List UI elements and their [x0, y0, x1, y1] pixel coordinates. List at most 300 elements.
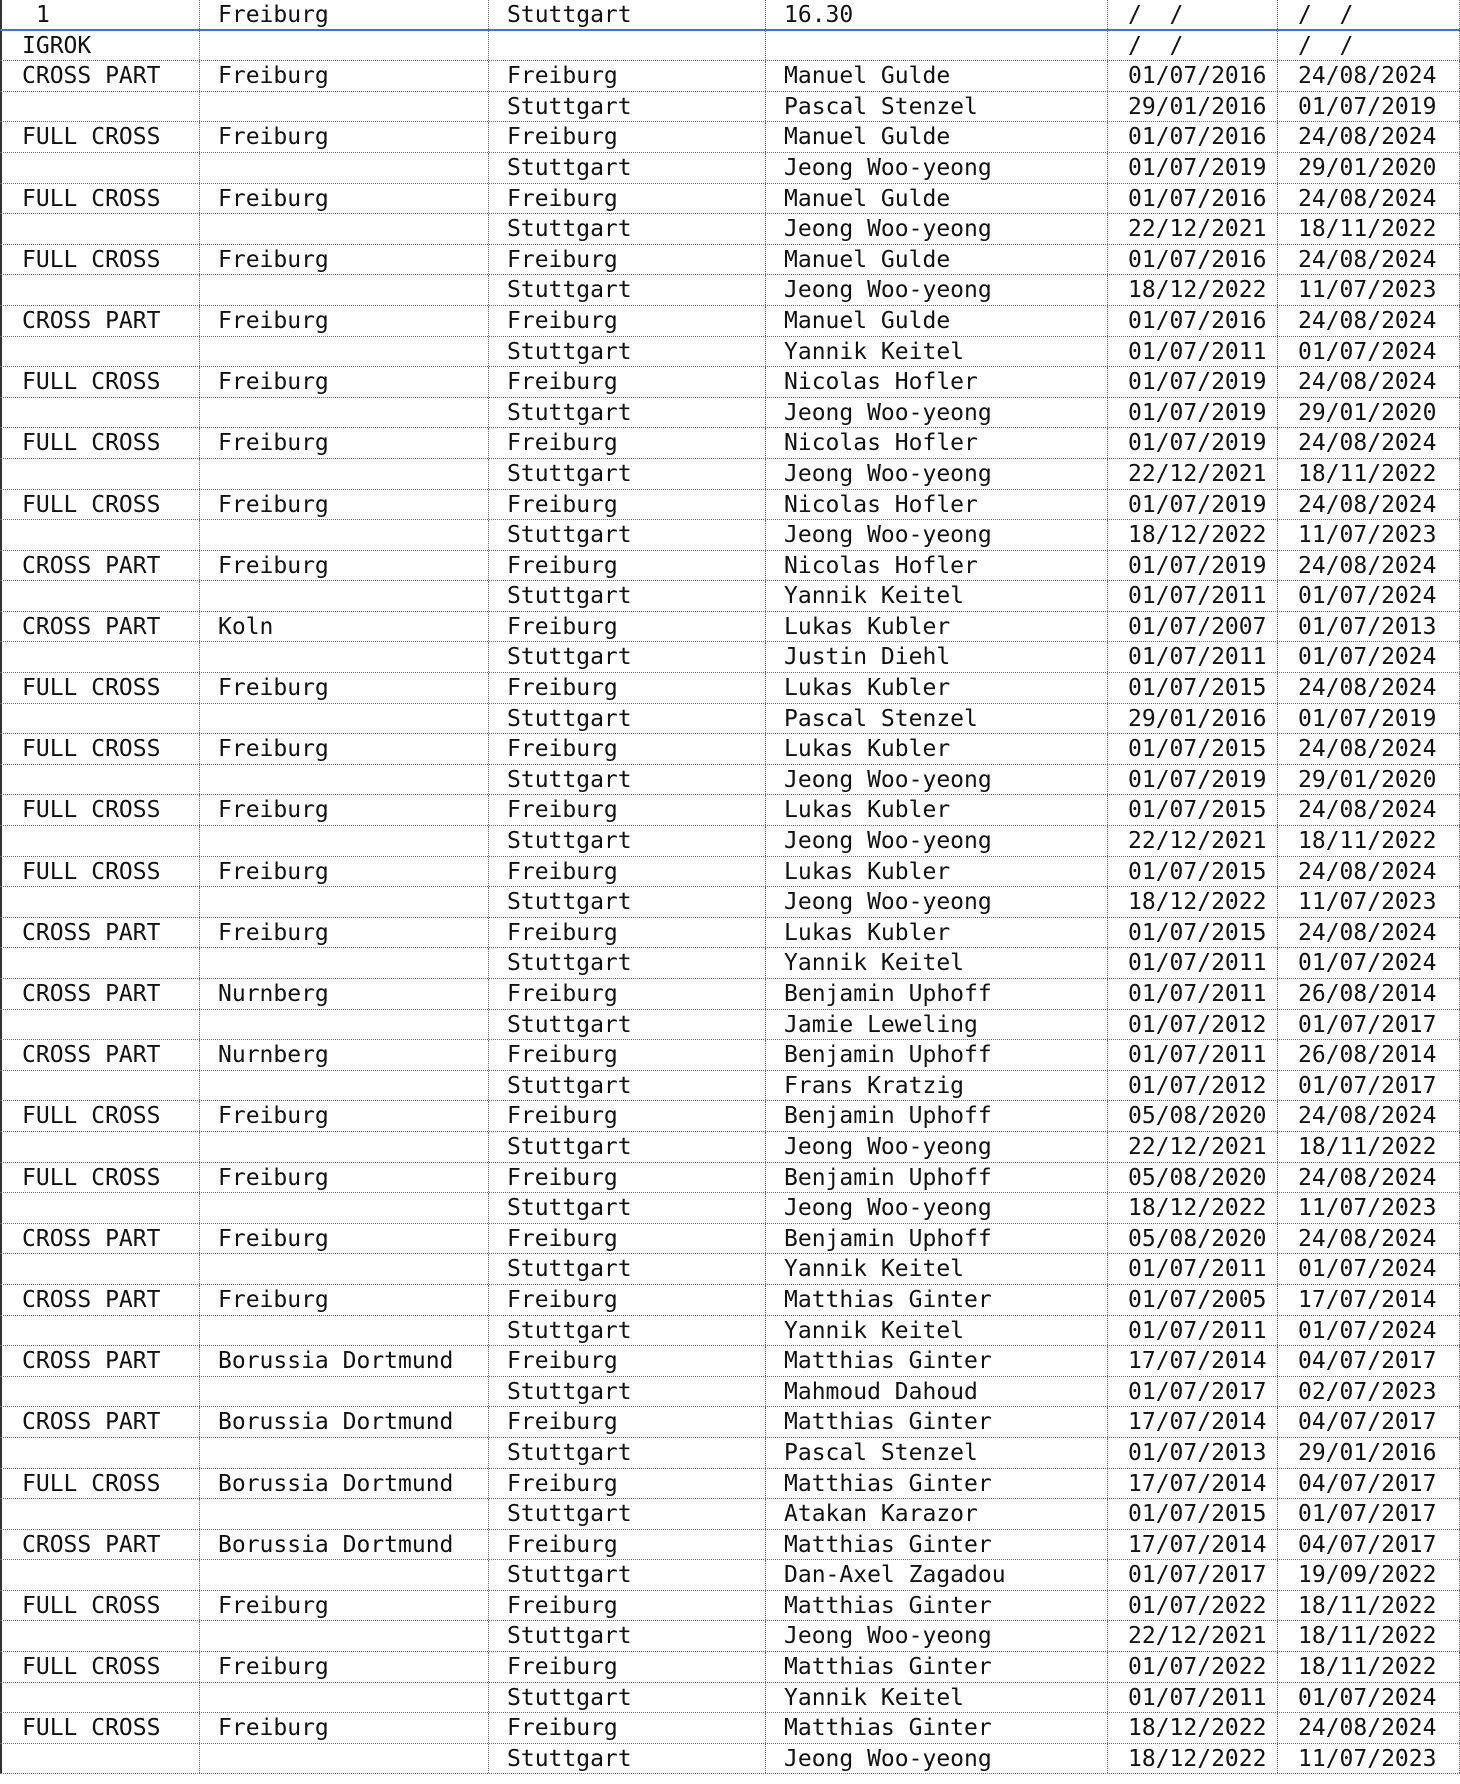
player-cell[interactable]: Matthias Ginter: [766, 1591, 1108, 1621]
start-date-cell[interactable]: 22/12/2021: [1108, 1621, 1278, 1651]
team-cell[interactable]: Freiburg: [489, 1040, 766, 1070]
team-cell[interactable]: Freiburg: [489, 1530, 766, 1560]
end-date-cell[interactable]: 18/11/2022: [1278, 826, 1460, 856]
end-date-cell[interactable]: 24/08/2024: [1278, 1163, 1460, 1193]
player-cell[interactable]: Nicolas Hofler: [766, 551, 1108, 581]
end-date-cell[interactable]: 24/08/2024: [1278, 61, 1460, 91]
club-cell[interactable]: Borussia Dortmund: [200, 1469, 489, 1499]
type-cell[interactable]: FULL CROSS: [0, 1469, 200, 1499]
club-cell[interactable]: Freiburg: [200, 1652, 489, 1682]
team-cell[interactable]: Stuttgart: [489, 153, 766, 183]
club-cell[interactable]: [200, 1621, 489, 1651]
end-date-cell[interactable]: 18/11/2022: [1278, 459, 1460, 489]
type-cell[interactable]: [0, 704, 200, 734]
club-cell[interactable]: [200, 887, 489, 917]
type-cell[interactable]: FULL CROSS: [0, 795, 200, 825]
table-row[interactable]: [0, 1346, 1460, 1377]
end-date-cell[interactable]: 18/11/2022: [1278, 214, 1460, 244]
start-date-cell[interactable]: 01/07/2011: [1108, 1254, 1278, 1284]
player-cell[interactable]: Manuel Gulde: [766, 306, 1108, 336]
type-cell[interactable]: [0, 1438, 200, 1468]
club-cell[interactable]: [200, 1744, 489, 1774]
end-date-cell[interactable]: 26/08/2014: [1278, 1040, 1460, 1070]
end-date-cell[interactable]: 01/07/2024: [1278, 642, 1460, 672]
table-row[interactable]: [0, 520, 1460, 551]
start-date-cell[interactable]: 29/01/2016: [1108, 704, 1278, 734]
club-cell[interactable]: Freiburg: [200, 61, 489, 91]
end-date-cell[interactable]: 24/08/2024: [1278, 490, 1460, 520]
end-date-cell[interactable]: 29/01/2020: [1278, 765, 1460, 795]
player-cell[interactable]: Jamie Leweling: [766, 1010, 1108, 1040]
team-cell[interactable]: Freiburg: [489, 367, 766, 397]
club-cell[interactable]: [200, 1438, 489, 1468]
team-cell[interactable]: Stuttgart: [489, 337, 766, 367]
player-cell[interactable]: Matthias Ginter: [766, 1346, 1108, 1376]
start-date-cell[interactable]: 01/07/2013: [1108, 1438, 1278, 1468]
club-cell[interactable]: [200, 459, 489, 489]
team-cell[interactable]: Stuttgart: [489, 520, 766, 550]
end-date-cell[interactable]: 01/07/2013: [1278, 612, 1460, 642]
club-cell[interactable]: Freiburg: [200, 918, 489, 948]
type-cell[interactable]: [0, 214, 200, 244]
club-cell[interactable]: Freiburg: [200, 551, 489, 581]
team-cell[interactable]: Freiburg: [489, 306, 766, 336]
club-cell[interactable]: [200, 1193, 489, 1223]
club-cell[interactable]: Borussia Dortmund: [200, 1407, 489, 1437]
type-cell[interactable]: [0, 1010, 200, 1040]
end-date-cell[interactable]: 24/08/2024: [1278, 1224, 1460, 1254]
type-cell[interactable]: [0, 153, 200, 183]
club-cell[interactable]: [200, 520, 489, 550]
start-date-cell[interactable]: 18/12/2022: [1108, 1193, 1278, 1223]
club-cell[interactable]: Borussia Dortmund: [200, 1346, 489, 1376]
end-date-cell[interactable]: 04/07/2017: [1278, 1469, 1460, 1499]
end-date-cell[interactable]: 11/07/2023: [1278, 275, 1460, 305]
player-cell[interactable]: Jeong Woo-yeong: [766, 520, 1108, 550]
player-cell[interactable]: Yannik Keitel: [766, 1316, 1108, 1346]
type-cell[interactable]: FULL CROSS: [0, 367, 200, 397]
club-cell[interactable]: Nurnberg: [200, 1040, 489, 1070]
team-cell[interactable]: Stuttgart: [489, 642, 766, 672]
player-cell[interactable]: Frans Kratzig: [766, 1071, 1108, 1101]
start-date-cell[interactable]: 01/07/2016: [1108, 245, 1278, 275]
start-date-cell[interactable]: 01/07/2005: [1108, 1285, 1278, 1315]
end-date-cell[interactable]: 11/07/2023: [1278, 1193, 1460, 1223]
team-cell[interactable]: Stuttgart: [489, 826, 766, 856]
type-cell[interactable]: FULL CROSS: [0, 673, 200, 703]
query-cell-2[interactable]: Freiburg: [200, 0, 489, 29]
team-cell[interactable]: Stuttgart: [489, 1438, 766, 1468]
start-date-cell[interactable]: 17/07/2014: [1108, 1346, 1278, 1376]
club-cell[interactable]: Freiburg: [200, 367, 489, 397]
table-row[interactable]: [0, 918, 1460, 949]
table-row[interactable]: [0, 765, 1460, 796]
player-cell[interactable]: Yannik Keitel: [766, 1683, 1108, 1713]
start-date-cell[interactable]: 01/07/2016: [1108, 184, 1278, 214]
team-cell[interactable]: Freiburg: [489, 551, 766, 581]
team-cell[interactable]: Freiburg: [489, 61, 766, 91]
player-cell[interactable]: [766, 31, 1108, 61]
table-row[interactable]: [0, 826, 1460, 857]
player-cell[interactable]: Jeong Woo-yeong: [766, 1193, 1108, 1223]
type-cell[interactable]: FULL CROSS: [0, 245, 200, 275]
table-row[interactable]: [0, 184, 1460, 215]
player-cell[interactable]: Pascal Stenzel: [766, 704, 1108, 734]
end-date-cell[interactable]: 11/07/2023: [1278, 520, 1460, 550]
type-cell[interactable]: [0, 1132, 200, 1162]
player-cell[interactable]: Lukas Kubler: [766, 795, 1108, 825]
end-date-cell[interactable]: 17/07/2014: [1278, 1285, 1460, 1315]
table-row[interactable]: [0, 1438, 1460, 1469]
type-cell[interactable]: [0, 459, 200, 489]
team-cell[interactable]: Stuttgart: [489, 1621, 766, 1651]
start-date-cell[interactable]: 01/07/2019: [1108, 490, 1278, 520]
player-cell[interactable]: Lukas Kubler: [766, 857, 1108, 887]
type-cell[interactable]: [0, 520, 200, 550]
start-date-cell[interactable]: 05/08/2020: [1108, 1101, 1278, 1131]
team-cell[interactable]: Freiburg: [489, 734, 766, 764]
club-cell[interactable]: [200, 31, 489, 61]
team-cell[interactable]: Stuttgart: [489, 1254, 766, 1284]
end-date-cell[interactable]: 24/08/2024: [1278, 673, 1460, 703]
team-cell[interactable]: Stuttgart: [489, 398, 766, 428]
type-cell[interactable]: [0, 948, 200, 978]
table-row[interactable]: [0, 1652, 1460, 1683]
table-row[interactable]: [0, 92, 1460, 123]
team-cell[interactable]: Stuttgart: [489, 1744, 766, 1774]
club-cell[interactable]: [200, 581, 489, 611]
end-date-cell[interactable]: / /: [1278, 31, 1460, 61]
start-date-cell[interactable]: 01/07/2019: [1108, 398, 1278, 428]
table-row[interactable]: [0, 1744, 1460, 1775]
table-row[interactable]: [0, 153, 1460, 184]
table-row[interactable]: [0, 1040, 1460, 1071]
player-cell[interactable]: Lukas Kubler: [766, 612, 1108, 642]
club-cell[interactable]: [200, 704, 489, 734]
start-date-cell[interactable]: 01/07/2015: [1108, 918, 1278, 948]
table-row[interactable]: [0, 1713, 1460, 1744]
start-date-cell[interactable]: 17/07/2014: [1108, 1407, 1278, 1437]
player-cell[interactable]: Dan-Axel Zagadou: [766, 1560, 1108, 1590]
team-cell[interactable]: Freiburg: [489, 1224, 766, 1254]
player-cell[interactable]: Benjamin Uphoff: [766, 979, 1108, 1009]
player-cell[interactable]: Manuel Gulde: [766, 122, 1108, 152]
player-cell[interactable]: Benjamin Uphoff: [766, 1040, 1108, 1070]
start-date-cell[interactable]: 01/07/2011: [1108, 1040, 1278, 1070]
type-cell[interactable]: [0, 92, 200, 122]
start-date-cell[interactable]: 01/07/2011: [1108, 337, 1278, 367]
club-cell[interactable]: Freiburg: [200, 1163, 489, 1193]
end-date-cell[interactable]: 26/08/2014: [1278, 979, 1460, 1009]
start-date-cell[interactable]: 18/12/2022: [1108, 887, 1278, 917]
query-cell-5[interactable]: / /: [1108, 0, 1278, 29]
player-cell[interactable]: Benjamin Uphoff: [766, 1224, 1108, 1254]
start-date-cell[interactable]: 01/07/2011: [1108, 948, 1278, 978]
table-row[interactable]: [0, 642, 1460, 673]
table-row[interactable]: [0, 581, 1460, 612]
team-cell[interactable]: Stuttgart: [489, 92, 766, 122]
club-cell[interactable]: Freiburg: [200, 184, 489, 214]
end-date-cell[interactable]: 24/08/2024: [1278, 122, 1460, 152]
start-date-cell[interactable]: 17/07/2014: [1108, 1469, 1278, 1499]
player-cell[interactable]: Jeong Woo-yeong: [766, 887, 1108, 917]
query-cell-4[interactable]: 16.30: [766, 0, 1108, 29]
team-cell[interactable]: Freiburg: [489, 612, 766, 642]
end-date-cell[interactable]: 24/08/2024: [1278, 551, 1460, 581]
player-cell[interactable]: Yannik Keitel: [766, 948, 1108, 978]
table-row[interactable]: [0, 1377, 1460, 1408]
end-date-cell[interactable]: 24/08/2024: [1278, 184, 1460, 214]
type-cell[interactable]: [0, 1193, 200, 1223]
table-row[interactable]: [0, 948, 1460, 979]
type-cell[interactable]: CROSS PART: [0, 1407, 200, 1437]
start-date-cell[interactable]: 01/07/2016: [1108, 61, 1278, 91]
type-cell[interactable]: FULL CROSS: [0, 1163, 200, 1193]
club-cell[interactable]: Freiburg: [200, 1285, 489, 1315]
end-date-cell[interactable]: 01/07/2024: [1278, 581, 1460, 611]
team-cell[interactable]: Stuttgart: [489, 275, 766, 305]
club-cell[interactable]: [200, 826, 489, 856]
club-cell[interactable]: [200, 1010, 489, 1040]
club-cell[interactable]: [200, 1499, 489, 1529]
start-date-cell[interactable]: 01/07/2017: [1108, 1560, 1278, 1590]
team-cell[interactable]: Freiburg: [489, 857, 766, 887]
start-date-cell[interactable]: 17/07/2014: [1108, 1530, 1278, 1560]
player-cell[interactable]: Yannik Keitel: [766, 337, 1108, 367]
table-row[interactable]: [0, 612, 1460, 643]
team-cell[interactable]: Freiburg: [489, 1407, 766, 1437]
end-date-cell[interactable]: 19/09/2022: [1278, 1560, 1460, 1590]
type-cell[interactable]: FULL CROSS: [0, 490, 200, 520]
table-row[interactable]: [0, 337, 1460, 368]
query-cell-6[interactable]: / /: [1278, 0, 1460, 29]
end-date-cell[interactable]: 01/07/2017: [1278, 1010, 1460, 1040]
start-date-cell[interactable]: 01/07/2015: [1108, 673, 1278, 703]
player-cell[interactable]: Yannik Keitel: [766, 581, 1108, 611]
player-cell[interactable]: Manuel Gulde: [766, 245, 1108, 275]
player-cell[interactable]: Justin Diehl: [766, 642, 1108, 672]
type-cell[interactable]: [0, 1377, 200, 1407]
type-cell[interactable]: CROSS PART: [0, 1224, 200, 1254]
type-cell[interactable]: FULL CROSS: [0, 184, 200, 214]
type-cell[interactable]: [0, 887, 200, 917]
table-row[interactable]: [0, 1010, 1460, 1041]
player-cell[interactable]: Jeong Woo-yeong: [766, 398, 1108, 428]
player-cell[interactable]: Jeong Woo-yeong: [766, 459, 1108, 489]
player-cell[interactable]: Lukas Kubler: [766, 673, 1108, 703]
start-date-cell[interactable]: 22/12/2021: [1108, 826, 1278, 856]
club-cell[interactable]: [200, 1377, 489, 1407]
start-date-cell[interactable]: 29/01/2016: [1108, 92, 1278, 122]
end-date-cell[interactable]: 04/07/2017: [1278, 1346, 1460, 1376]
start-date-cell[interactable]: 01/07/2019: [1108, 428, 1278, 458]
end-date-cell[interactable]: 24/08/2024: [1278, 245, 1460, 275]
team-cell[interactable]: Stuttgart: [489, 1071, 766, 1101]
club-cell[interactable]: [200, 1683, 489, 1713]
table-row[interactable]: [0, 398, 1460, 429]
player-cell[interactable]: Pascal Stenzel: [766, 1438, 1108, 1468]
player-cell[interactable]: Nicolas Hofler: [766, 367, 1108, 397]
type-cell[interactable]: CROSS PART: [0, 61, 200, 91]
club-cell[interactable]: Freiburg: [200, 1591, 489, 1621]
end-date-cell[interactable]: 24/08/2024: [1278, 367, 1460, 397]
table-row[interactable]: [0, 1224, 1460, 1255]
end-date-cell[interactable]: 24/08/2024: [1278, 734, 1460, 764]
player-cell[interactable]: Jeong Woo-yeong: [766, 1744, 1108, 1774]
end-date-cell[interactable]: 11/07/2023: [1278, 887, 1460, 917]
end-date-cell[interactable]: 24/08/2024: [1278, 428, 1460, 458]
type-cell[interactable]: [0, 1499, 200, 1529]
table-row[interactable]: [0, 306, 1460, 337]
player-cell[interactable]: Yannik Keitel: [766, 1254, 1108, 1284]
start-date-cell[interactable]: 01/07/2022: [1108, 1652, 1278, 1682]
end-date-cell[interactable]: 29/01/2020: [1278, 153, 1460, 183]
table-row[interactable]: [0, 795, 1460, 826]
start-date-cell[interactable]: / /: [1108, 31, 1278, 61]
team-cell[interactable]: Freiburg: [489, 1101, 766, 1131]
table-row[interactable]: [0, 857, 1460, 888]
table-row[interactable]: [0, 122, 1460, 153]
player-cell[interactable]: Pascal Stenzel: [766, 92, 1108, 122]
start-date-cell[interactable]: 01/07/2012: [1108, 1010, 1278, 1040]
table-row[interactable]: [0, 275, 1460, 306]
club-cell[interactable]: Freiburg: [200, 795, 489, 825]
table-row[interactable]: [0, 1254, 1460, 1285]
player-cell[interactable]: Benjamin Uphoff: [766, 1101, 1108, 1131]
club-cell[interactable]: [200, 398, 489, 428]
team-cell[interactable]: Stuttgart: [489, 1377, 766, 1407]
club-cell[interactable]: [200, 214, 489, 244]
type-cell[interactable]: FULL CROSS: [0, 428, 200, 458]
team-cell[interactable]: Stuttgart: [489, 214, 766, 244]
club-cell[interactable]: [200, 1316, 489, 1346]
start-date-cell[interactable]: 01/07/2015: [1108, 795, 1278, 825]
club-cell[interactable]: [200, 337, 489, 367]
end-date-cell[interactable]: 24/08/2024: [1278, 1101, 1460, 1131]
player-cell[interactable]: Matthias Ginter: [766, 1285, 1108, 1315]
club-cell[interactable]: [200, 765, 489, 795]
table-row[interactable]: [0, 734, 1460, 765]
team-cell[interactable]: Freiburg: [489, 490, 766, 520]
start-date-cell[interactable]: 05/08/2020: [1108, 1163, 1278, 1193]
player-cell[interactable]: Lukas Kubler: [766, 734, 1108, 764]
table-row[interactable]: [0, 214, 1460, 245]
start-date-cell[interactable]: 22/12/2021: [1108, 459, 1278, 489]
team-cell[interactable]: Stuttgart: [489, 948, 766, 978]
type-cell[interactable]: [0, 1071, 200, 1101]
type-cell[interactable]: FULL CROSS: [0, 1652, 200, 1682]
club-cell[interactable]: Freiburg: [200, 122, 489, 152]
start-date-cell[interactable]: 01/07/2011: [1108, 642, 1278, 672]
club-cell[interactable]: [200, 642, 489, 672]
team-cell[interactable]: Freiburg: [489, 122, 766, 152]
player-cell[interactable]: Jeong Woo-yeong: [766, 214, 1108, 244]
club-cell[interactable]: Freiburg: [200, 306, 489, 336]
team-cell[interactable]: Stuttgart: [489, 1132, 766, 1162]
type-cell[interactable]: [0, 1560, 200, 1590]
start-date-cell[interactable]: 01/07/2019: [1108, 551, 1278, 581]
type-cell[interactable]: [0, 1683, 200, 1713]
team-cell[interactable]: Freiburg: [489, 1469, 766, 1499]
end-date-cell[interactable]: 11/07/2023: [1278, 1744, 1460, 1774]
team-cell[interactable]: Stuttgart: [489, 1560, 766, 1590]
end-date-cell[interactable]: 29/01/2016: [1278, 1438, 1460, 1468]
end-date-cell[interactable]: 29/01/2020: [1278, 398, 1460, 428]
start-date-cell[interactable]: 05/08/2020: [1108, 1224, 1278, 1254]
start-date-cell[interactable]: 01/07/2007: [1108, 612, 1278, 642]
type-cell[interactable]: [0, 1254, 200, 1284]
team-cell[interactable]: Freiburg: [489, 428, 766, 458]
table-row[interactable]: [0, 367, 1460, 398]
club-cell[interactable]: [200, 92, 489, 122]
table-row[interactable]: [0, 1285, 1460, 1316]
team-cell[interactable]: Freiburg: [489, 1285, 766, 1315]
table-row[interactable]: [0, 245, 1460, 276]
end-date-cell[interactable]: 18/11/2022: [1278, 1621, 1460, 1651]
team-cell[interactable]: Stuttgart: [489, 1316, 766, 1346]
table-row[interactable]: [0, 1499, 1460, 1530]
player-cell[interactable]: Atakan Karazor: [766, 1499, 1108, 1529]
type-cell[interactable]: CROSS PART: [0, 612, 200, 642]
club-cell[interactable]: Freiburg: [200, 490, 489, 520]
club-cell[interactable]: [200, 153, 489, 183]
table-row[interactable]: [0, 551, 1460, 582]
table-row[interactable]: [0, 1591, 1460, 1622]
player-cell[interactable]: Manuel Gulde: [766, 61, 1108, 91]
end-date-cell[interactable]: 01/07/2019: [1278, 92, 1460, 122]
type-cell[interactable]: [0, 826, 200, 856]
player-cell[interactable]: Matthias Ginter: [766, 1530, 1108, 1560]
table-row[interactable]: [0, 887, 1460, 918]
type-cell[interactable]: [0, 1316, 200, 1346]
table-row[interactable]: [0, 61, 1460, 92]
type-cell[interactable]: CROSS PART: [0, 979, 200, 1009]
start-date-cell[interactable]: 01/07/2017: [1108, 1377, 1278, 1407]
table-row[interactable]: [0, 1132, 1460, 1163]
table-row[interactable]: [0, 490, 1460, 521]
table-row[interactable]: [0, 1621, 1460, 1652]
type-cell[interactable]: CROSS PART: [0, 1040, 200, 1070]
start-date-cell[interactable]: 18/12/2022: [1108, 520, 1278, 550]
table-row[interactable]: [0, 704, 1460, 735]
type-cell[interactable]: FULL CROSS: [0, 1591, 200, 1621]
end-date-cell[interactable]: 01/07/2024: [1278, 1683, 1460, 1713]
player-cell[interactable]: Matthias Ginter: [766, 1407, 1108, 1437]
start-date-cell[interactable]: 01/07/2016: [1108, 306, 1278, 336]
club-cell[interactable]: [200, 948, 489, 978]
club-cell[interactable]: [200, 1560, 489, 1590]
club-cell[interactable]: Freiburg: [200, 1101, 489, 1131]
club-cell[interactable]: [200, 275, 489, 305]
start-date-cell[interactable]: 22/12/2021: [1108, 214, 1278, 244]
team-cell[interactable]: Freiburg: [489, 1591, 766, 1621]
start-date-cell[interactable]: 01/07/2011: [1108, 581, 1278, 611]
team-cell[interactable]: [489, 31, 766, 61]
team-cell[interactable]: Freiburg: [489, 918, 766, 948]
player-cell[interactable]: Jeong Woo-yeong: [766, 153, 1108, 183]
club-cell[interactable]: Freiburg: [200, 734, 489, 764]
type-cell[interactable]: [0, 337, 200, 367]
table-row[interactable]: [0, 31, 1460, 62]
club-cell[interactable]: Nurnberg: [200, 979, 489, 1009]
start-date-cell[interactable]: 01/07/2011: [1108, 979, 1278, 1009]
player-cell[interactable]: Matthias Ginter: [766, 1469, 1108, 1499]
type-cell[interactable]: IGROK: [0, 31, 200, 61]
end-date-cell[interactable]: 01/07/2024: [1278, 337, 1460, 367]
type-cell[interactable]: FULL CROSS: [0, 122, 200, 152]
team-cell[interactable]: Stuttgart: [489, 1010, 766, 1040]
end-date-cell[interactable]: 01/07/2024: [1278, 1316, 1460, 1346]
